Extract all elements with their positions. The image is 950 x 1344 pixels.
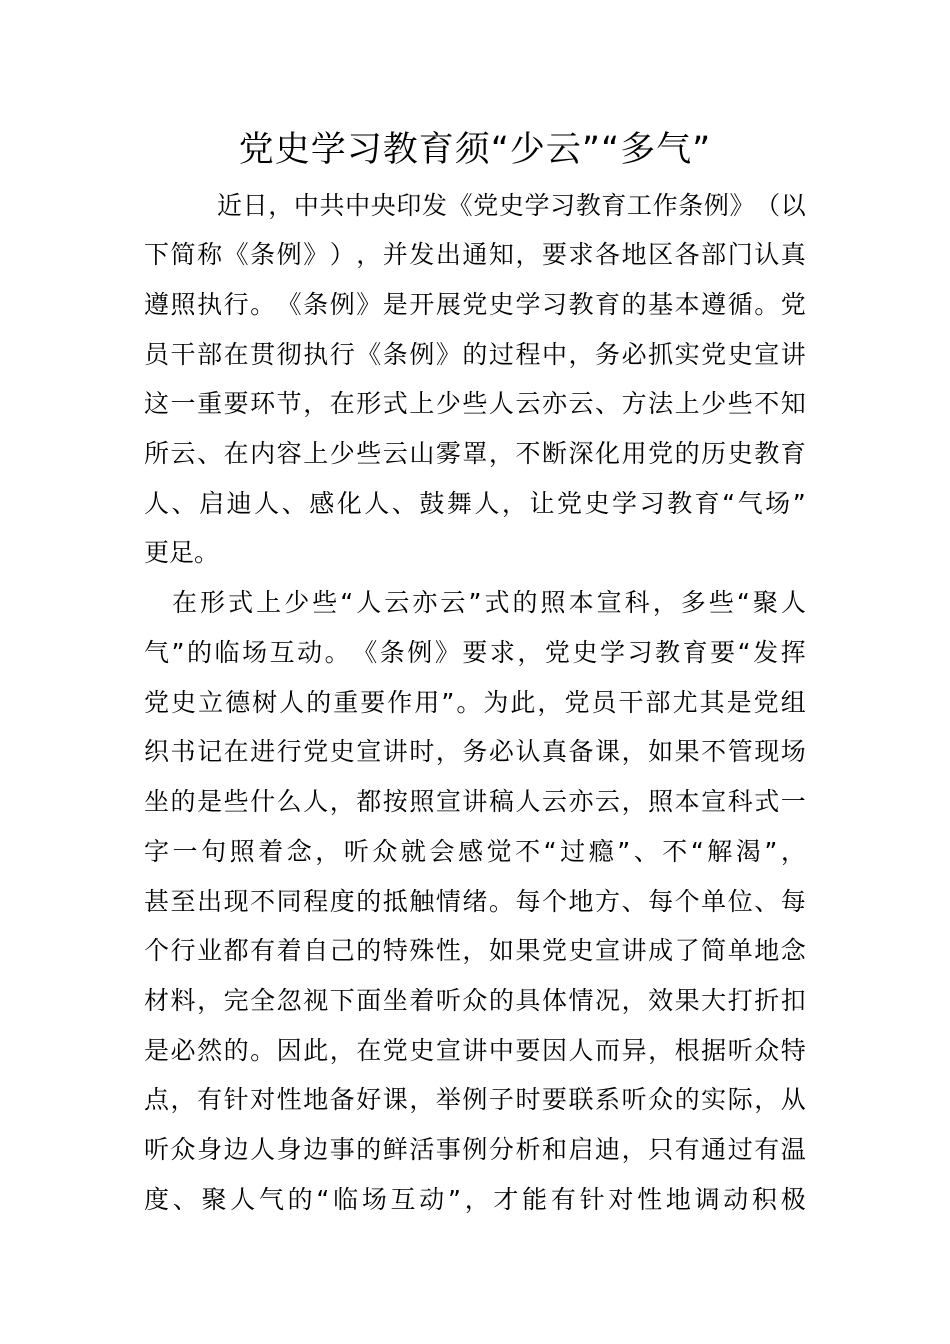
paragraph-2-line: 度 、 聚 人 气 的 “ 临 场 互 动 ” ， 才 能 有 针 对 性 地 调 动 积 极 (144, 1185, 806, 1214)
paragraph-2-line: 坐 的 是 些 什 么 人 ， 都 按 照 宣 讲 稿 人 云 亦 云 ， 照 本 宣 科 式 一 (144, 787, 806, 816)
paragraph-1-line: 遵 照 执 行 。 《 条 例 》 是 开 展 党 史 学 习 教 育 的 基 本 遵 循 。 党 (144, 290, 806, 319)
paragraph-2-line: 字 一 句 照 着 念 ， 听 众 就 会 感 觉 不 “ 过 瘾 ” 、 不 “ 解 渴 ” ， (144, 837, 806, 866)
paragraph-1-line: 这 一 重 要 环 节 ， 在 形 式 上 少 些 人 云 亦 云 、 方 法 上 少 些 不 知 (144, 389, 806, 418)
paragraph-1-line: 人 、 启 迪 人 、 感 化 人 、 鼓 舞 人 ， 让 党 史 学 习 教 育 “ 气 场 ” (144, 489, 806, 518)
paragraph-2-line: 织 书 记 在 进 行 党 史 宣 讲 时 ， 务 必 认 真 备 课 ， 如 果 不 管 现 场 (144, 737, 806, 766)
paragraph-1-line: 下 简 称 《 条 例 》 ） ， 并 发 出 通 知 ， 要 求 各 地 区 各 部 门 认 真 (144, 240, 806, 269)
paragraph-2-line: 个 行 业 都 有 着 自 己 的 特 殊 性 ， 如 果 党 史 宣 讲 成 了 简 单 地 念 (144, 936, 806, 965)
paragraph-2-line: 点 ， 有 针 对 性 地 备 好 课 ， 举 例 子 时 要 联 系 听 众 的 实 际 ， 从 (144, 1085, 806, 1114)
paragraph-2-line: 在 形 式 上 少 些 “ 人 云 亦 云 ” 式 的 照 本 宣 科 ， 多 些 “ 聚 人 (172, 588, 806, 617)
document-title: 党史学习教育须“少云”“多气” (238, 130, 712, 170)
paragraph-2-line: 气 ” 的 临 场 互 动 。 《 条 例 》 要 求 ， 党 史 学 习 教 育 要 “ 发 挥 (144, 638, 806, 667)
paragraph-2-line: 甚 至 出 现 不 同 程 度 的 抵 触 情 绪 。 每 个 地 方 、 每 个 单 位 、 每 (144, 887, 806, 916)
paragraph-2-line: 听 众 身 边 人 身 边 事 的 鲜 活 事 例 分 析 和 启 迪 ， 只 有 通 过 有 温 (144, 1135, 806, 1164)
paragraph-1-line: 所 云 、 在 内 容 上 少 些 云 山 雾 罩 ， 不 断 深 化 用 党 的 历 史 教 育 (144, 439, 806, 468)
paragraph-1-line: 更足。 (144, 538, 220, 567)
paragraph-2-line: 党 史 立 德 树 人 的 重 要 作 用 ” 。 为 此 ， 党 员 干 部 尤 其 是 党 组 (144, 688, 806, 717)
paragraph-2-line: 是 必 然 的 。 因 此 ， 在 党 史 宣 讲 中 要 因 人 而 异 ， 根 据 听 众 特 (144, 1036, 806, 1065)
paragraph-1-line: 员 干 部 在 贯 彻 执 行 《 条 例 》 的 过 程 中 ， 务 必 抓 实 党 史 宣 讲 (144, 340, 806, 369)
paragraph-1-line: 近 日 ， 中 共 中 央 印 发 《 党 史 学 习 教 育 工 作 条 例 》 （ 以 (217, 191, 806, 220)
paragraph-2-line: 材 料 ， 完 全 忽 视 下 面 坐 着 听 众 的 具 体 情 况 ， 效 果 大 打 折 扣 (144, 986, 806, 1015)
